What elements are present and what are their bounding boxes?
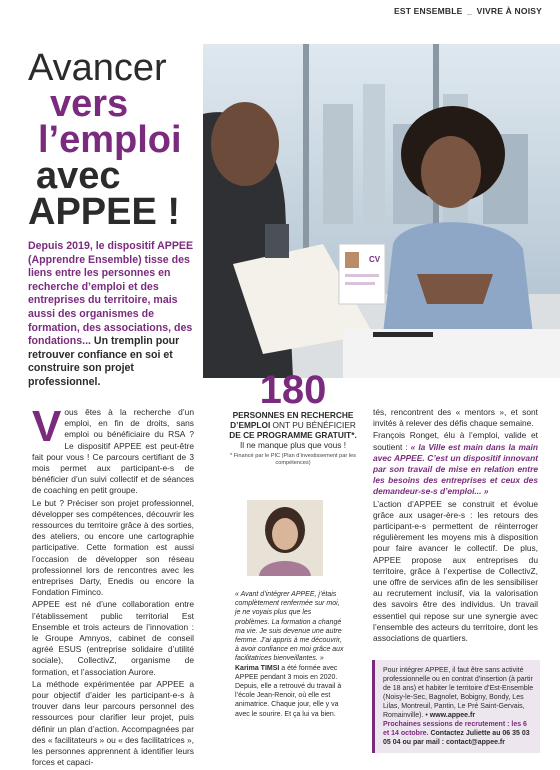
portrait-photo	[247, 500, 323, 576]
stat-number: 180	[259, 368, 327, 412]
interview-photo	[203, 44, 560, 378]
title-line: Avancer	[28, 47, 167, 89]
stat-box	[228, 370, 358, 467]
testimonial-name: Karima TIMSI	[235, 664, 280, 672]
article-column-right	[373, 407, 538, 645]
testimonial-quote: « Avant d’intégrer APPEE, j’étais complètement renfermée sur moi, je ne voyais plus que les problèmes. La formation a changé ma vie. Je suis devenue une autre femme. J’ai appris à me découvrir, à avoir confiance en moi grâce aux facilitatrices bienveillantes. »	[235, 591, 344, 663]
header-section: EST ENSEMBLE	[393, 6, 463, 16]
drop-cap: V	[32, 402, 62, 451]
testimonial-bio: a été formée avec APPEE pendant 3 mois en 2020. Depuis, elle a retrouvé du travail à l’école Jean-Renoir, où elle est animatrice. Chaque jour, elle y va avec le sourire. Et ça lui va bien.	[235, 664, 342, 718]
paragraph	[373, 430, 538, 497]
paragraph: APPEE est né d’une collaboration entre l’établissement public territorial Est Ensemble et trois acteurs de l’innovation : le Groupe Amnyos, cabinet de conseil agréé ESUS (entreprise solidaire d’utilité sociale), CollectivZ, organisme de formation, et l’association Aurore.	[32, 599, 194, 677]
portrait-illustration	[247, 500, 323, 576]
article-column-left	[32, 402, 194, 770]
testimonial	[235, 590, 345, 719]
paragraph: La méthode expérimentée par APPEE a pour objectif d’aider les participant-e-s à trouver dans leur parcours personnel des ressources pour clarifier leur projet, puis définir un plan d’action. Accompagnées par des « facilitateurs » ou « des facilitatrices », les personnes apprennent à identifier leurs forces et capaci-	[32, 678, 194, 768]
header-subsection: VIVRE À NOISY	[476, 6, 542, 16]
stat-tagline: Il ne manque plus que vous !	[239, 440, 347, 450]
paragraph-lead: François Ronget, élu à l’emploi, valide et soutient :	[373, 430, 538, 452]
title-line: l’emploi	[38, 119, 182, 161]
intro-highlight: Un tremplin pour retrouver confiance en soi et construire son projet professionnel.	[28, 335, 180, 388]
paragraph: L’action d’APPEE se construit et évolue grâce aux usager-ère-s : les retours des participant-e-s permettent de réinterroger régulièrement les moyens mis à disposition pour faire avancer le collectif. De plus, APPEE propose aux entreprises du territoire, grâce à l’expertise de CollectivZ, une offre de services afin de les sensibiliser au recrutement inclusif, via la valorisation des savoirs être des individus. Un travail essentiel qui repose sur une synergie avec l’ensemble des acteurs du territoire, dont les associations de quartiers.	[373, 498, 538, 644]
cv-label: CV	[369, 255, 381, 264]
stat-label: DE CE PROGRAMME GRATUIT*.	[229, 430, 357, 440]
info-recruitment	[383, 720, 534, 747]
testimonial-author	[235, 664, 345, 719]
intro-text: Depuis 2019, le dispositif APPEE (Apprendre Ensemble) tisse des liens entre les personnes en recherche d’emploi et des entreprises du territoire, mais aussi des organismes de formation, des associations, des fondations...	[28, 240, 194, 348]
stat-footnote: * Financé par le PIC (Plan d’investissement par les compétences)	[230, 453, 356, 466]
title-line: APPEE !	[28, 191, 181, 233]
title-line: vers	[50, 83, 129, 125]
article-title	[28, 47, 208, 233]
interview-illustration	[203, 44, 560, 378]
title-line: avec	[36, 155, 121, 197]
info-box	[372, 660, 540, 753]
elected-quote: « la Ville est main dans la main avec APPEE. C’est un dispositif innovant par son travail de mise en relation entre les besoins des entreprises et ceux des demandeur-se-s d’emploi... »	[373, 441, 538, 497]
stat-label: PERSONNES EN RECHERCHE	[232, 410, 354, 420]
paragraph: ous êtes à la recherche d’un emploi, en fin de droits, sans emploi ou bénéficiaire du RSA ? Le dispositif APPEE est peut-être fait pour vous ! Ce parcours certifiant de 3 mois permet aux participant-e-s de bénéficier d’un suivi collectif et de séances de coaching en petit groupe.	[32, 407, 194, 496]
page-header	[394, 6, 542, 16]
info-highlight: Prochaines sessions de recrutement : les 6 et 14 octobre.	[383, 721, 527, 737]
info-text: Pour intégrer APPEE, il faut être sans activité professionnelle ou en contrat d’insertion (à partir de 18 ans) et habiter le territoire d’Est-Ensemble (Noisy-le-Sec, Bagnolet, Bobigny, Bondy, Les Lilas, Montreuil, Pantin, Le Pré Saint-Gervais, Romainville). •	[383, 667, 534, 719]
paragraph: Le but ? Préciser son projet professionnel, développer ses compétences, découvrir les ressources du territoire grâce à des sorties, des ateliers, ou encore une cartographie participative. Cette formation est aussi l’occasion de développer son réseau professionnel lors de rencontres avec les entreprises Darty, Enedis ou encore la Fondation Fiminco.	[32, 497, 194, 598]
stat-label-bold: D’EMPLOI	[230, 420, 271, 430]
paragraph: tés, rencontrent des « mentors », et sont invités à relever des défis chaque semaine.	[373, 407, 538, 429]
header-separator: _	[467, 6, 473, 16]
info-link[interactable]: www.appee.fr	[429, 712, 476, 719]
article-intro	[28, 240, 198, 390]
stat-label-rest: ONT PU BÉNÉFICIER	[270, 420, 356, 430]
stat-label	[228, 420, 358, 430]
info-contact: Contactez Juliette au 06 35 03 05 04 ou par mail : contact@appee.fr	[383, 730, 530, 746]
